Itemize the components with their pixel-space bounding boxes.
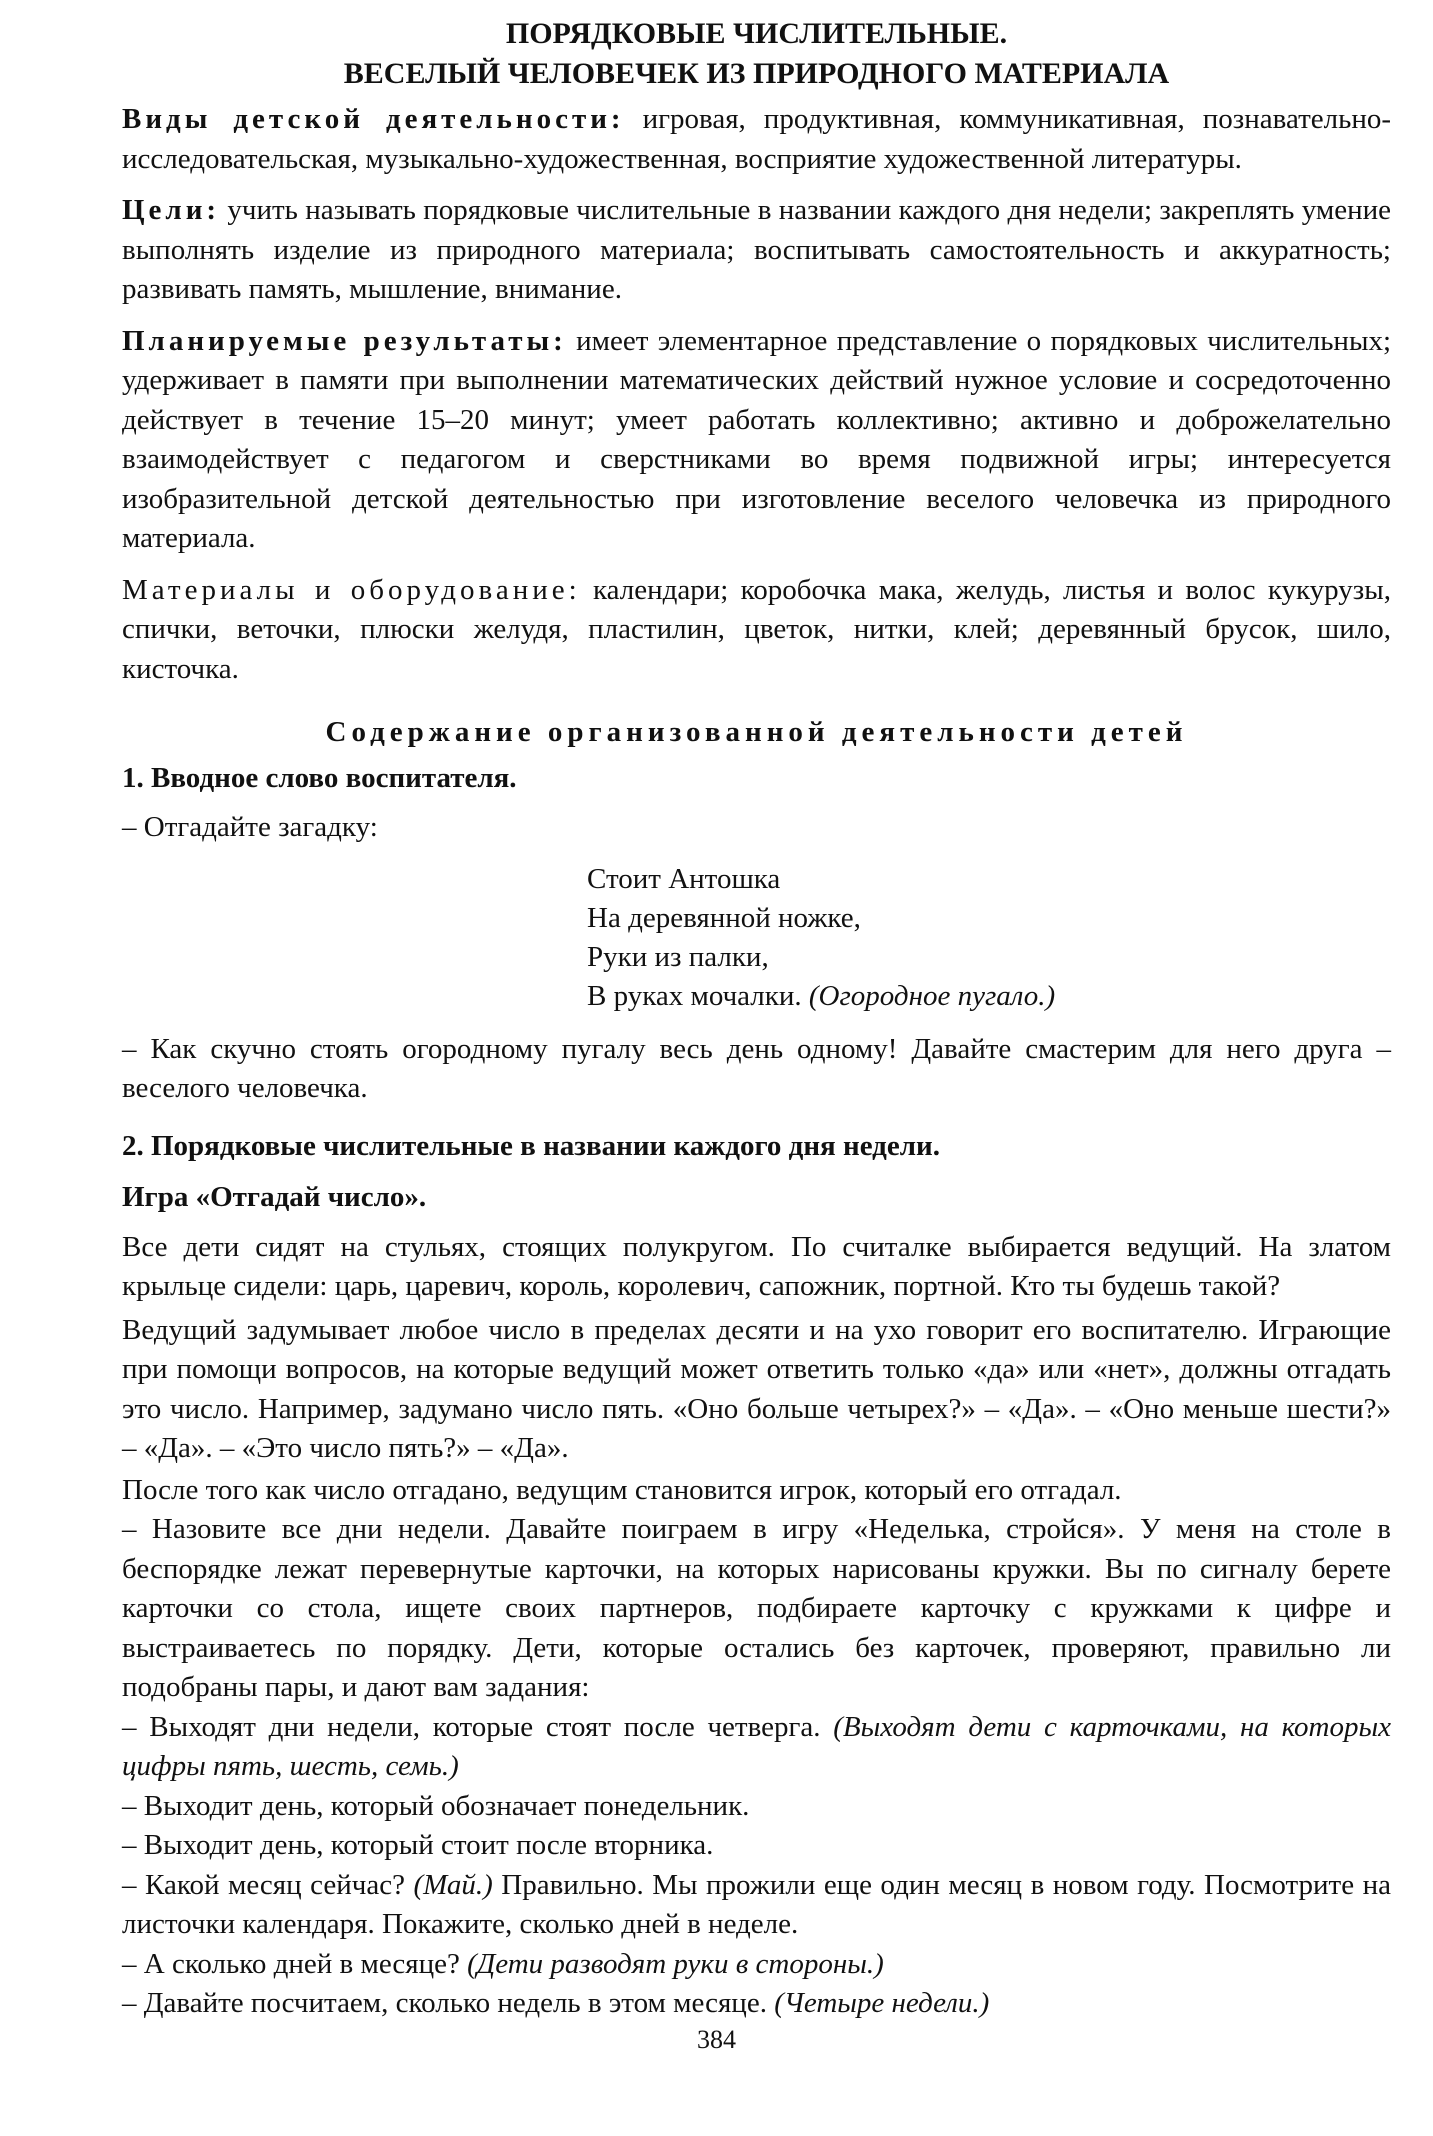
poem-line-last: В руках мочалки. (Огородное пугало.) [587, 979, 1056, 1012]
goals-paragraph [122, 191, 1391, 310]
poem-answer: (Огородное пугало.) [808, 979, 1056, 1012]
part1-heading: 1. Вводное слово воспитателя. [122, 761, 517, 794]
game-paragraph-3: После того как число отгадано, ведущим становится игрок, который его отгадал. [122, 1473, 1122, 1506]
results-label: Планируемые результаты: [122, 324, 567, 357]
question-6: – Давайте посчитаем, сколько недель в этом месяце. (Четыре недели.) [122, 1987, 990, 2019]
results-paragraph [122, 322, 1391, 559]
game-paragraph-1: Все дети сидят на стульях, стоящих полукругом. По считалке выбирается ведущий. На златом крыльце сидели: царь, царевич, король, королевич, сапожник, портной. Кто ты будешь такой? [122, 1230, 1391, 1302]
part2-heading: 2. Порядковые числительные в названии каждого дня недели. [122, 1129, 940, 1162]
materials-paragraph [122, 571, 1391, 690]
question-4: – Какой месяц сейчас? (Май.) Правильно. Мы прожили еще один месяц в новом году. Посмотрите на листочки календаря. Покажите, сколько дней в неделе. [122, 1868, 1391, 1940]
question-1: – Выходят дни недели, которые стоят после четверга. (Выходят дети с карточками, на которых цифры пять, шесть, семь.) [122, 1710, 1392, 1782]
poem-line: Руки из палки, [587, 940, 769, 973]
part1-after: – Как скучно стоять огородному пугалу весь день одному! Давайте смастерим для него друга – веселого человечка. [122, 1032, 1391, 1104]
activities-label: Виды детской деятельности: [122, 103, 625, 135]
results-text: имеет элементарное представление о порядковых числительных; удерживает в памяти при выполнении математических действий нужное условие и сосредоточенно действует в течение 15–20 минут; умеет работать коллективно; активно и доброжелательно взаимодействует с педагогом и сверстниками во время подвижной игры; интересуется изобразительной детской деятельностью при изготовление веселого человечка из природного материала. [122, 324, 1391, 554]
activities-text: игровая, продуктивная, коммуникативная, познавательно-исследовательская, музыкально-художественная, восприятие художественной литературы. [122, 103, 1392, 175]
page-title [122, 14, 1391, 94]
game-title: Игра «Отгадай число». [122, 1181, 427, 1213]
page-number: 384 [697, 2025, 736, 2054]
game-paragraph-4: – Назовите все дни недели. Давайте поиграем в игру «Неделька, стройся». У меня на столе в беспорядке лежат перевернутые карточки, на которых нарисованы кружки. Вы по сигналу берете карточки со стола, ищете своих партнеров, подбираете карточку с кружками к цифре и выстраиваетесь по порядку. Дети, которые остались без карточек, проверяют, правильно ли подобраны пары, и дают вам задания: [122, 1513, 1391, 1703]
materials-text: календари; коробочка мака, желудь, листья и волос кукурузы, спички, веточки, плюски желудя, пластилин, цветок, нитки, клей; деревянный брусок, шило, кисточка. [122, 573, 1391, 685]
goals-text: учить называть порядковые числительные в названии каждого дня недели; закреплять умение выполнять изделие из природного материала; воспитывать самостоятельность и аккуратность; развивать память, мышление, внимание. [122, 194, 1391, 305]
goals-label: Цели: [122, 194, 221, 226]
game-paragraph-2: Ведущий задумывает любое число в пределах десяти и на ухо говорит его воспитателю. Играющие при помощи вопросов, на которые ведущий может ответить только «да» или «нет», должны отгадать это число. Например, задумано число пять. «Оно больше четырех?» – «Да». – «Оно меньше шести?» – «Да». – «Это число пять?» – «Да». [122, 1313, 1391, 1464]
poem-line: На деревянной ножке, [587, 901, 861, 934]
activities-paragraph [122, 100, 1391, 179]
riddle-intro: – Отгадайте загадку: [122, 811, 378, 843]
riddle-poem [587, 860, 1391, 1016]
title-line-2: ВЕСЕЛЫЙ ЧЕЛОВЕЧЕК ИЗ ПРИРОДНОГО МАТЕРИАЛА [343, 57, 1170, 90]
question-3: – Выходит день, который стоит после вторника. [122, 1829, 714, 1861]
section-title: Содержание организованной деятельности детей [325, 716, 1188, 748]
materials-label: Материалы и оборудование: [122, 573, 581, 606]
question-2: – Выходит день, который обозначает понедельник. [122, 1789, 750, 1822]
question-5: – А сколько дней в месяце? (Дети разводят руки в стороны.) [122, 1947, 884, 1980]
poem-line: Стоит Антошка [587, 862, 781, 895]
title-line-1: ПОРЯДКОВЫЕ ЧИСЛИТЕЛЬНЫЕ. [505, 17, 1008, 50]
